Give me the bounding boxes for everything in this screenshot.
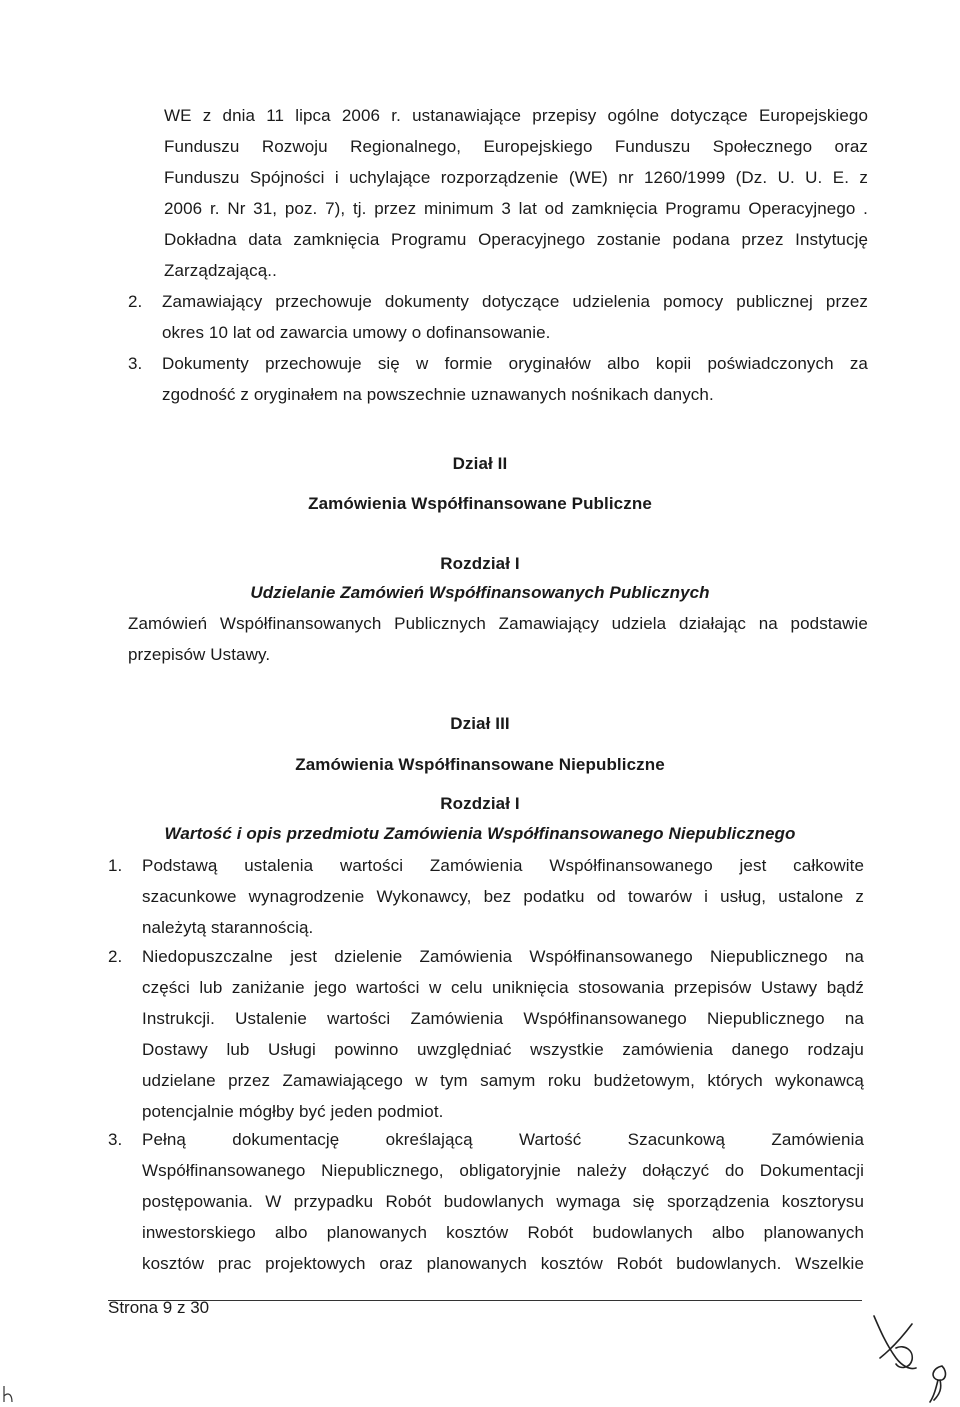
paragraph — [128, 608, 868, 670]
text-line: Funduszu Rozwoju Regionalnego, Europejskiego Funduszu Społecznego oraz — [164, 137, 868, 156]
chapter-title: Udzielanie Zamówień Współfinansowanych Publicznych — [250, 583, 710, 602]
text-line: Zamawiający przechowuje dokumenty dotyczące udzielenia pomocy publicznej przez — [162, 292, 868, 311]
text-line: 2006 r. Nr 31, poz. 7), tj. przez minimum 3 lat od zamknięcia Programu Operacyjnego . — [164, 199, 868, 218]
chapter-heading: Rozdział I — [440, 554, 520, 573]
text-line: okres 10 lat od zawarcia umowy o dofinansowanie. — [162, 323, 551, 342]
page-number: Strona 9 z 30 — [108, 1298, 210, 1317]
text-line: Współfinansowanego Niepublicznego, obligatoryjnie należy dołączyć do Dokumentacji — [142, 1161, 864, 1180]
text-line: Instrukcji. Ustalenie wartości Zamówienia Współfinansowanego Niepublicznego na — [142, 1009, 864, 1028]
text-line: postępowania. W przypadku Robót budowlanych wymaga się sporządzenia kosztorysu — [142, 1192, 864, 1211]
list-number: 2. — [128, 292, 143, 311]
text-line: Podstawą ustalenia wartości Zamówienia Współfinansowanego jest całkowite — [142, 856, 864, 875]
text-line: przepisów Ustawy. — [128, 645, 271, 664]
text-line: udzielane przez Zamawiającego w tym samym roku budżetowym, których wykonawcą — [142, 1071, 864, 1090]
section-title: Zamówienia Współfinansowane Niepubliczne — [295, 755, 665, 774]
text-line: potencjalnie mógłby być jeden podmiot. — [142, 1102, 444, 1121]
list-number: 2. — [108, 947, 123, 966]
text-line: Dokumenty przechowuje się w formie oryginałów albo kopii poświadczonych za — [162, 354, 868, 373]
list-number: 1. — [108, 856, 123, 875]
text-line: części lub zaniżanie jego wartości w celu uniknięcia stosowania przepisów Ustawy bądź — [142, 978, 864, 997]
text-line: Zamówień Współfinansowanych Publicznych Zamawiający udziela działając na podstawie — [128, 614, 868, 633]
section-title: Zamówienia Współfinansowane Publiczne — [308, 494, 652, 513]
intro-paragraph — [164, 100, 868, 286]
section-heading: Dział II — [452, 454, 508, 473]
text-line: kosztów prac projektowych oraz planowanych kosztów Robót budowlanych. Wszelkie — [142, 1254, 864, 1273]
text-line: zgodność z oryginałem na powszechnie uznawanych nośnikach danych. — [162, 385, 714, 404]
text-line: szacunkowe wynagrodzenie Wykonawcy, bez podatku od towarów i usług, ustalone z — [142, 887, 864, 906]
footer-divider — [108, 1300, 862, 1301]
text-line: WE z dnia 11 lipca 2006 r. ustanawiające przepisy ogólne dotyczące Europejskiego — [164, 106, 868, 125]
list-number: 3. — [128, 354, 143, 373]
text-line: Pełną dokumentację określającą Wartość Szacunkową Zamówienia — [142, 1130, 864, 1149]
chapter-heading: Rozdział I — [440, 794, 520, 813]
list-number: 3. — [108, 1130, 123, 1149]
text-line: Funduszu Spójności i uchylające rozporządzenie (WE) nr 1260/1999 (Dz. U. U. E. z — [164, 168, 868, 187]
margin-mark — [0, 1384, 18, 1404]
text-line: należytą starannością. — [142, 918, 314, 937]
text-line: Zarządzającą.. — [164, 261, 277, 280]
text-line: Niedopuszczalne jest dzielenie Zamówienia Współfinansowanego Niepublicznego na — [142, 947, 864, 966]
section-heading: Dział III — [450, 714, 510, 733]
text-line: inwestorskiego albo planowanych kosztów Robót budowlanych albo planowanych — [142, 1223, 864, 1242]
text-line: Dokładna data zamknięcia Programu Operacyjnego zostanie podana przez Instytucję — [164, 230, 868, 249]
handwritten-page-mark — [924, 1362, 954, 1404]
chapter-title: Wartość i opis przedmiotu Zamówienia Współfinansowanego Niepublicznego — [164, 824, 796, 843]
text-line: Dostawy lub Usługi powinno uwzględniać wszystkie zamówienia danego rodzaju — [142, 1040, 864, 1059]
handwritten-initials — [866, 1310, 926, 1380]
